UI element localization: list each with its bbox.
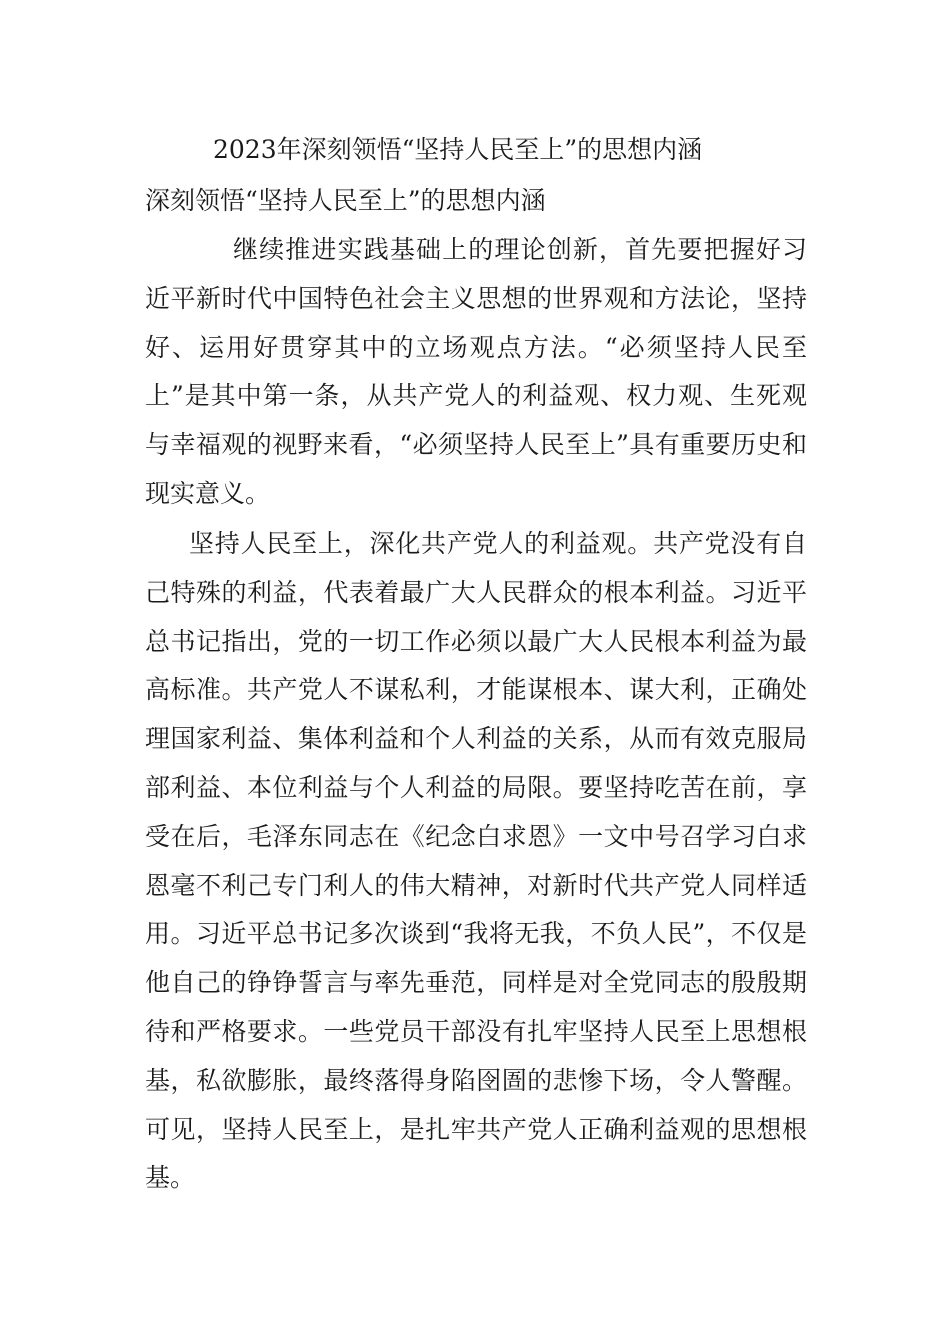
paragraph-1: 继续推进实践基础上的理论创新，首先要把握好习近平新时代中国特色社会主义思想的世界观和方法论，坚持好、运用好贯穿其中的立场观点方法。“必须坚持人民至上”是其中第一条，从共产党人的利益观、权力观、生死观与幸福观的视野来看，“必须坚持人民至上”具有重要历史和现实意义。 — [145, 235, 807, 508]
document-subtitle: 深刻领悟“坚持人民至上”的思想内涵 — [145, 186, 546, 215]
paragraph-2: 坚持人民至上，深化共产党人的利益观。共产党没有自己特殊的利益，代表着最广大人民群众的根本利益。习近平总书记指出，党的一切工作必须以最广大人民根本利益为最高标准。共产党人不谋私利，才能谋根本、谋大利，正确处理国家利益、集体利益和个人利益的关系，从而有效克服局部利益、本位利益与个人利益的局限。要坚持吃苦在前，享受在后，毛泽东同志在《纪念白求恩》一文中号召学习白求恩毫不利己专门利人的伟大精神，对新时代共产党人同样适用。习近平总书记多次谈到“我将无我，不负人民”，不仅是他自己的铮铮誓言与率先垂范，同样是对全党同志的殷殷期待和严格要求。一些党员干部没有扎牢坚持人民至上思想根基，私欲膨胀，最终落得身陷囹圄的悲惨下场，令人警醒。可见，坚持人民至上，是扎牢共产党人正确利益观的思想根基。 — [145, 529, 807, 1193]
document-title: 2023年深刻领悟“坚持人民至上”的思想内涵 — [213, 135, 703, 164]
